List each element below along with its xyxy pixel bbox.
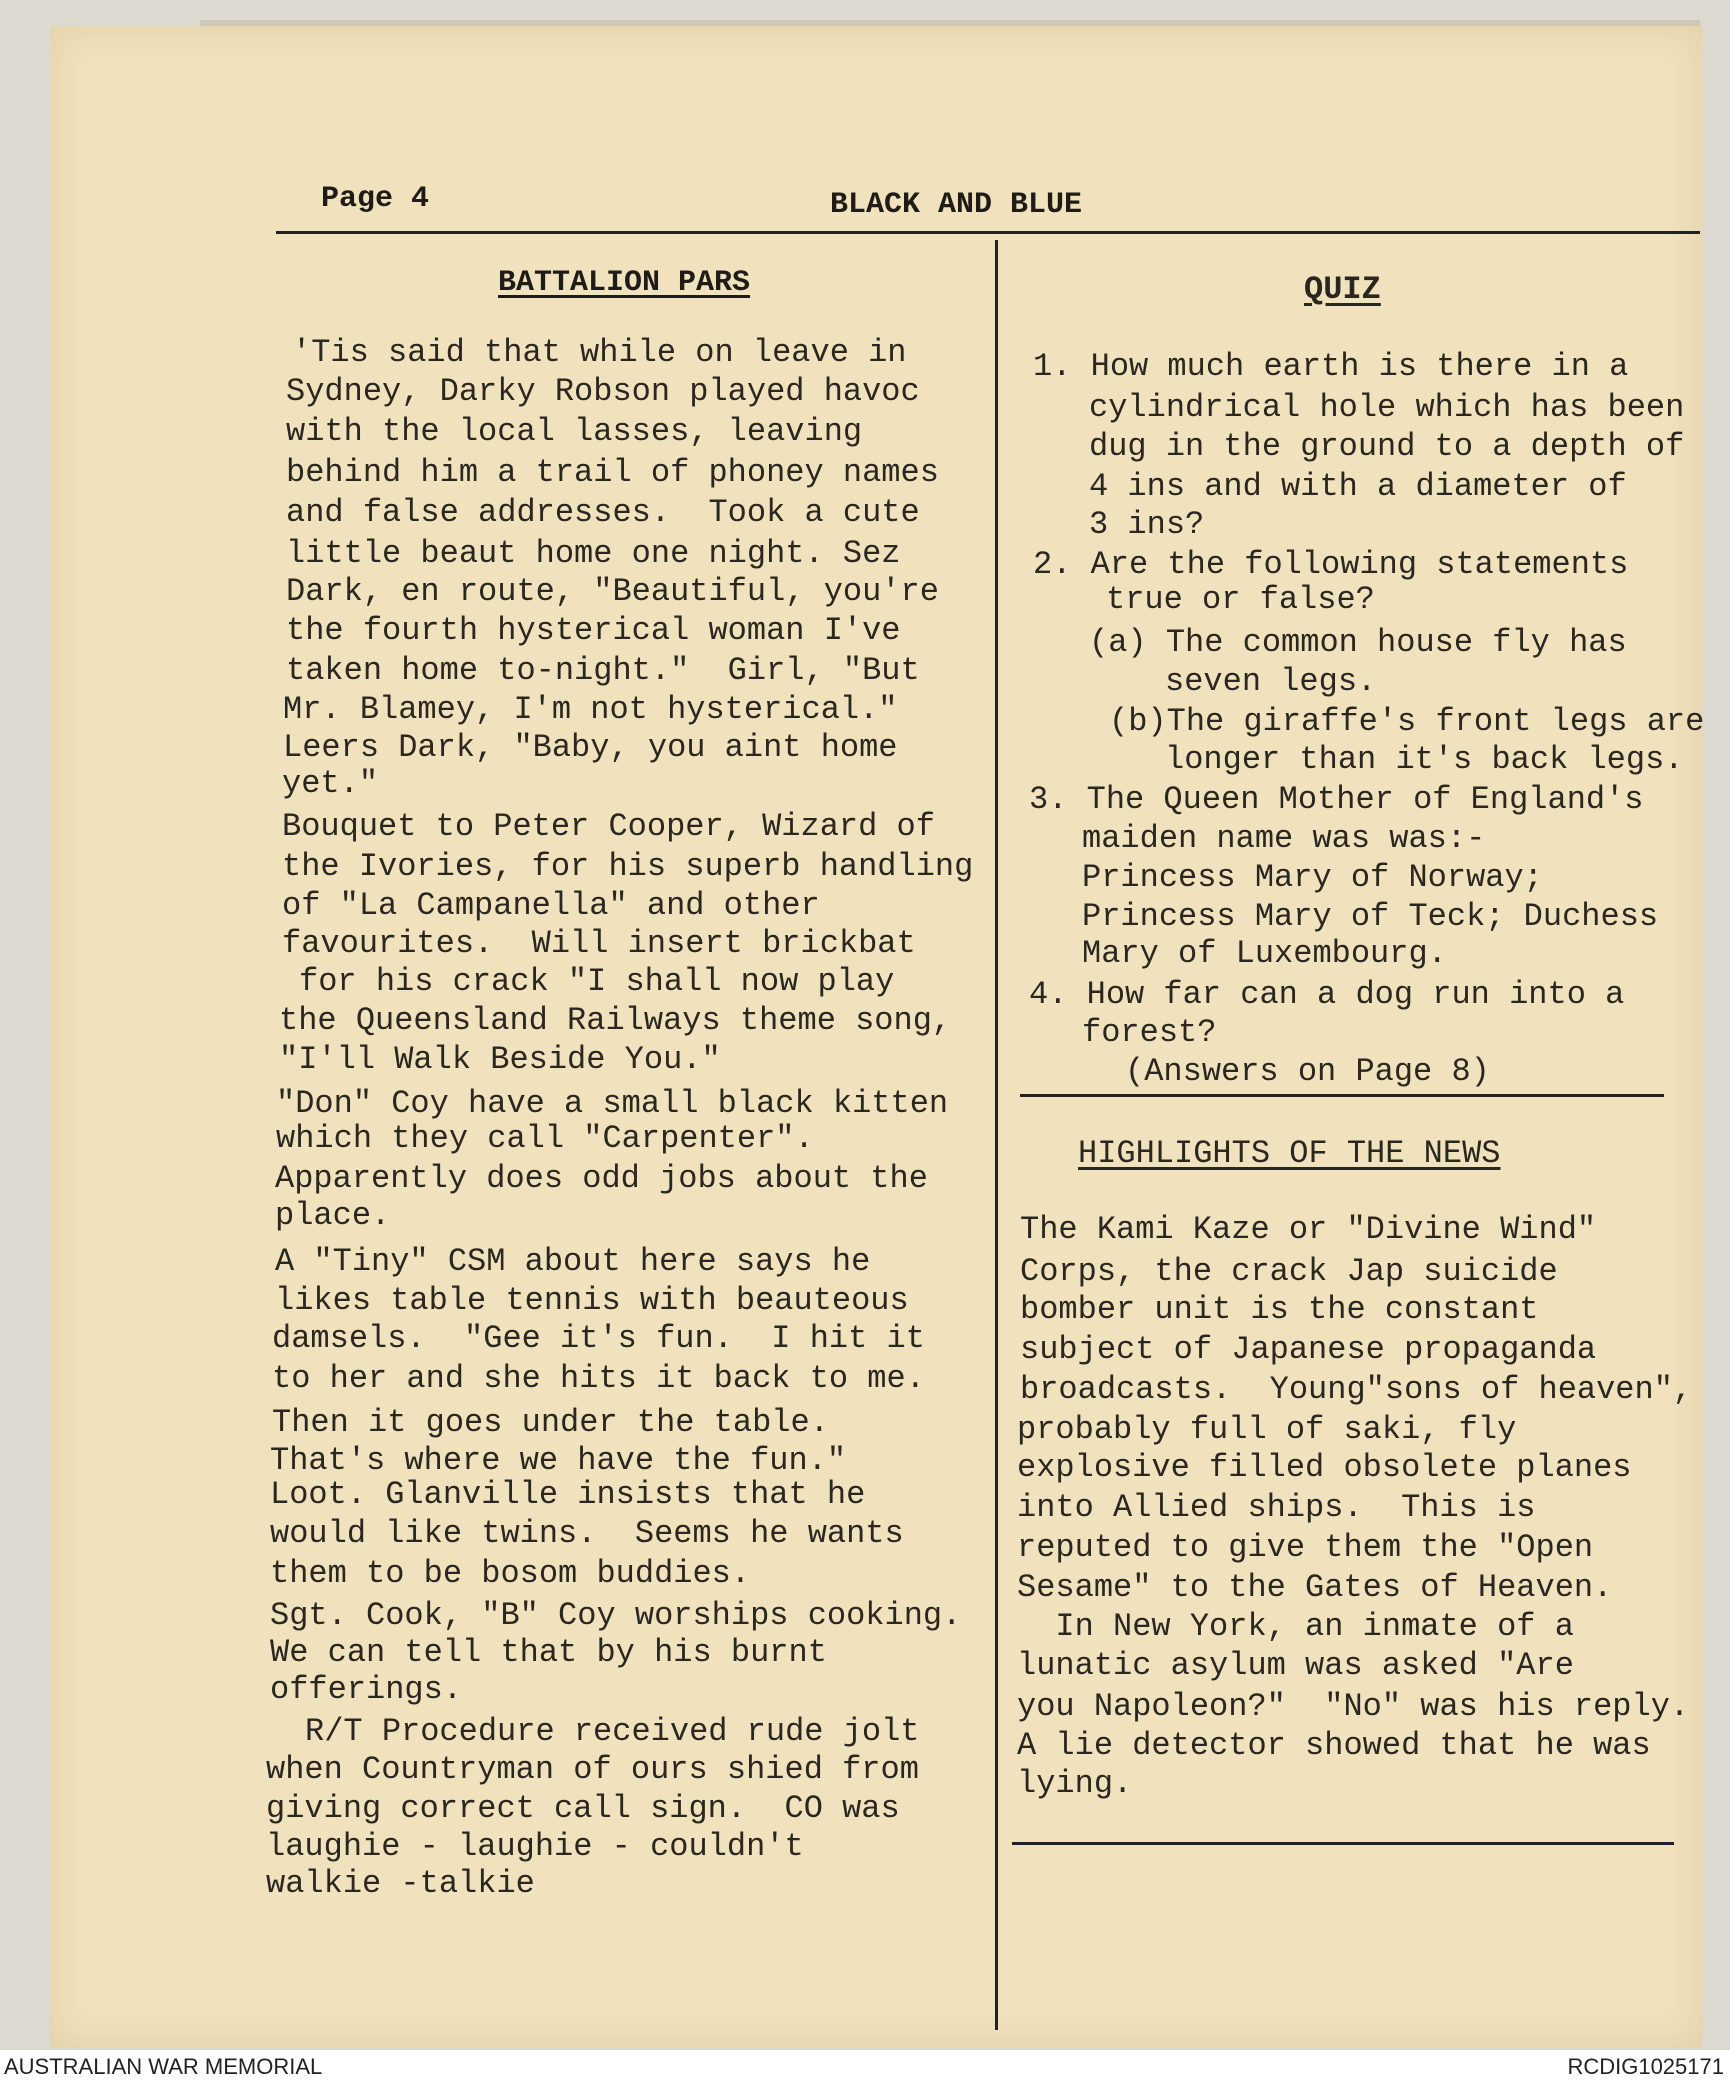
text-line: of "La Campanella" and other — [282, 887, 820, 924]
text-line: Sydney, Darky Robson played havoc — [286, 373, 920, 410]
text-line: likes table tennis with beauteous — [275, 1282, 909, 1319]
text-line: walkie -talkie — [266, 1865, 535, 1902]
text-line: little beaut home one night. Sez — [286, 535, 901, 572]
text-line: A "Tiny" CSM about here says he — [275, 1243, 871, 1280]
news-line: into Allied ships. This is — [1017, 1489, 1536, 1526]
text-line: Bouquet to Peter Cooper, Wizard of — [282, 808, 935, 845]
quiz-line: (b)The giraffe's front legs are — [1109, 703, 1705, 740]
page-number: Page 4 — [321, 182, 430, 216]
text-line: 'Tis said that while on leave in — [292, 334, 907, 371]
quiz-line: (Answers on Page 8) — [1125, 1053, 1490, 1090]
quiz-line: 3. The Queen Mother of England's — [1029, 781, 1644, 818]
battalion-pars-heading: BATTALION PARS — [498, 266, 751, 300]
text-line: yet." — [282, 765, 379, 802]
news-line: A lie detector showed that he was — [1017, 1727, 1651, 1764]
news-line: In New York, an inmate of a — [1017, 1608, 1574, 1645]
text-line: laughie - laughie - couldn't — [266, 1828, 804, 1865]
text-line: taken home to-night." Girl, "But — [286, 652, 920, 689]
quiz-line: 2. Are the following statements — [1033, 546, 1629, 583]
news-line: lunatic asylum was asked "Are — [1017, 1647, 1574, 1684]
text-line: when Countryman of ours shied from — [266, 1751, 919, 1788]
document-id: RCDIG1025171 — [1567, 2054, 1724, 2079]
text-line: Mr. Blamey, I'm not hysterical." — [283, 691, 898, 728]
news-line: Sesame" to the Gates of Heaven. — [1017, 1569, 1613, 1606]
quiz-line: (a) The common house fly has — [1089, 624, 1627, 661]
footer — [0, 2050, 1730, 2082]
quiz-line: 4. How far can a dog run into a — [1029, 976, 1625, 1013]
column-divider — [995, 240, 998, 2030]
header-rule — [276, 231, 1700, 234]
quiz-line: forest? — [1082, 1014, 1217, 1051]
news-rule — [1012, 1842, 1674, 1845]
text-line: damsels. "Gee it's fun. I hit it — [272, 1320, 925, 1357]
text-line: Dark, en route, "Beautiful, you're — [286, 573, 939, 610]
text-line: the Ivories, for his superb handling — [282, 848, 974, 885]
news-line: explosive filled obsolete planes — [1017, 1449, 1632, 1486]
text-line: place. — [275, 1197, 391, 1234]
text-line: them to be bosom buddies. — [270, 1555, 751, 1592]
quiz-rule — [1020, 1094, 1664, 1097]
quiz-line: Princess Mary of Teck; Duchess — [1082, 898, 1659, 935]
news-line: broadcasts. Young"sons of heaven", — [1020, 1371, 1693, 1408]
text-line: R/T Procedure received rude jolt — [305, 1713, 920, 1750]
text-line: the Queensland Railways theme song, — [279, 1002, 952, 1039]
quiz-line: maiden name was was:- — [1082, 820, 1486, 857]
text-line: favourites. Will insert brickbat — [282, 925, 916, 962]
text-line: the fourth hysterical woman I've — [286, 612, 901, 649]
quiz-line: Princess Mary of Norway; — [1082, 859, 1543, 896]
news-line: reputed to give them the "Open — [1017, 1529, 1594, 1566]
quiz-line: 1. How much earth is there in a — [1033, 348, 1629, 385]
text-line: That's where we have the fun." — [270, 1442, 847, 1479]
text-line: giving correct call sign. CO was — [266, 1790, 900, 1827]
quiz-heading: QUIZ — [1304, 271, 1381, 308]
text-line: and false addresses. Took a cute — [286, 494, 920, 531]
newsletter-title: BLACK AND BLUE — [830, 188, 1083, 222]
text-line: behind him a trail of phoney names — [286, 454, 939, 491]
news-line: The Kami Kaze or "Divine Wind" — [1020, 1211, 1597, 1248]
archive-credit: AUSTRALIAN WAR MEMORIAL — [4, 2054, 323, 2079]
news-line: lying. — [1017, 1765, 1133, 1802]
quiz-line: longer than it's back legs. — [1165, 741, 1684, 778]
news-line: probably full of saki, fly — [1017, 1411, 1517, 1448]
news-line: subject of Japanese propaganda — [1020, 1331, 1597, 1368]
text-line: would like twins. Seems he wants — [270, 1515, 904, 1552]
news-line: Corps, the crack Jap suicide — [1020, 1253, 1558, 1290]
text-line: for his crack "I shall now play — [299, 963, 895, 1000]
text-line: which they call "Carpenter". — [276, 1120, 814, 1157]
quiz-line: 4 ins and with a diameter of — [1089, 468, 1627, 505]
text-line: "Don" Coy have a small black kitten — [276, 1085, 949, 1122]
quiz-line: 3 ins? — [1089, 506, 1205, 543]
text-line: We can tell that by his burnt — [270, 1634, 827, 1671]
news-heading: HIGHLIGHTS OF THE NEWS — [1078, 1135, 1501, 1172]
text-line: Sgt. Cook, "B" Coy worships cooking. — [270, 1597, 962, 1634]
quiz-line: dug in the ground to a depth of — [1089, 428, 1685, 465]
text-line: Then it goes under the table. — [272, 1404, 829, 1441]
text-line: Apparently does odd jobs about the — [275, 1160, 928, 1197]
quiz-line: Mary of Luxembourg. — [1082, 935, 1447, 972]
quiz-line: cylindrical hole which has been — [1089, 389, 1685, 426]
news-line: you Napoleon?" "No" was his reply. — [1017, 1688, 1690, 1725]
news-line: bomber unit is the constant — [1020, 1291, 1539, 1328]
text-line: with the local lasses, leaving — [286, 413, 863, 450]
quiz-line: true or false? — [1106, 581, 1375, 618]
text-line: offerings. — [270, 1671, 463, 1708]
text-line: Loot. Glanville insists that he — [270, 1476, 866, 1513]
quiz-line: seven legs. — [1165, 663, 1377, 700]
text-line: Leers Dark, "Baby, you aint home — [283, 729, 898, 766]
text-line: "I'll Walk Beside You." — [279, 1041, 721, 1078]
text-line: to her and she hits it back to me. — [272, 1360, 925, 1397]
